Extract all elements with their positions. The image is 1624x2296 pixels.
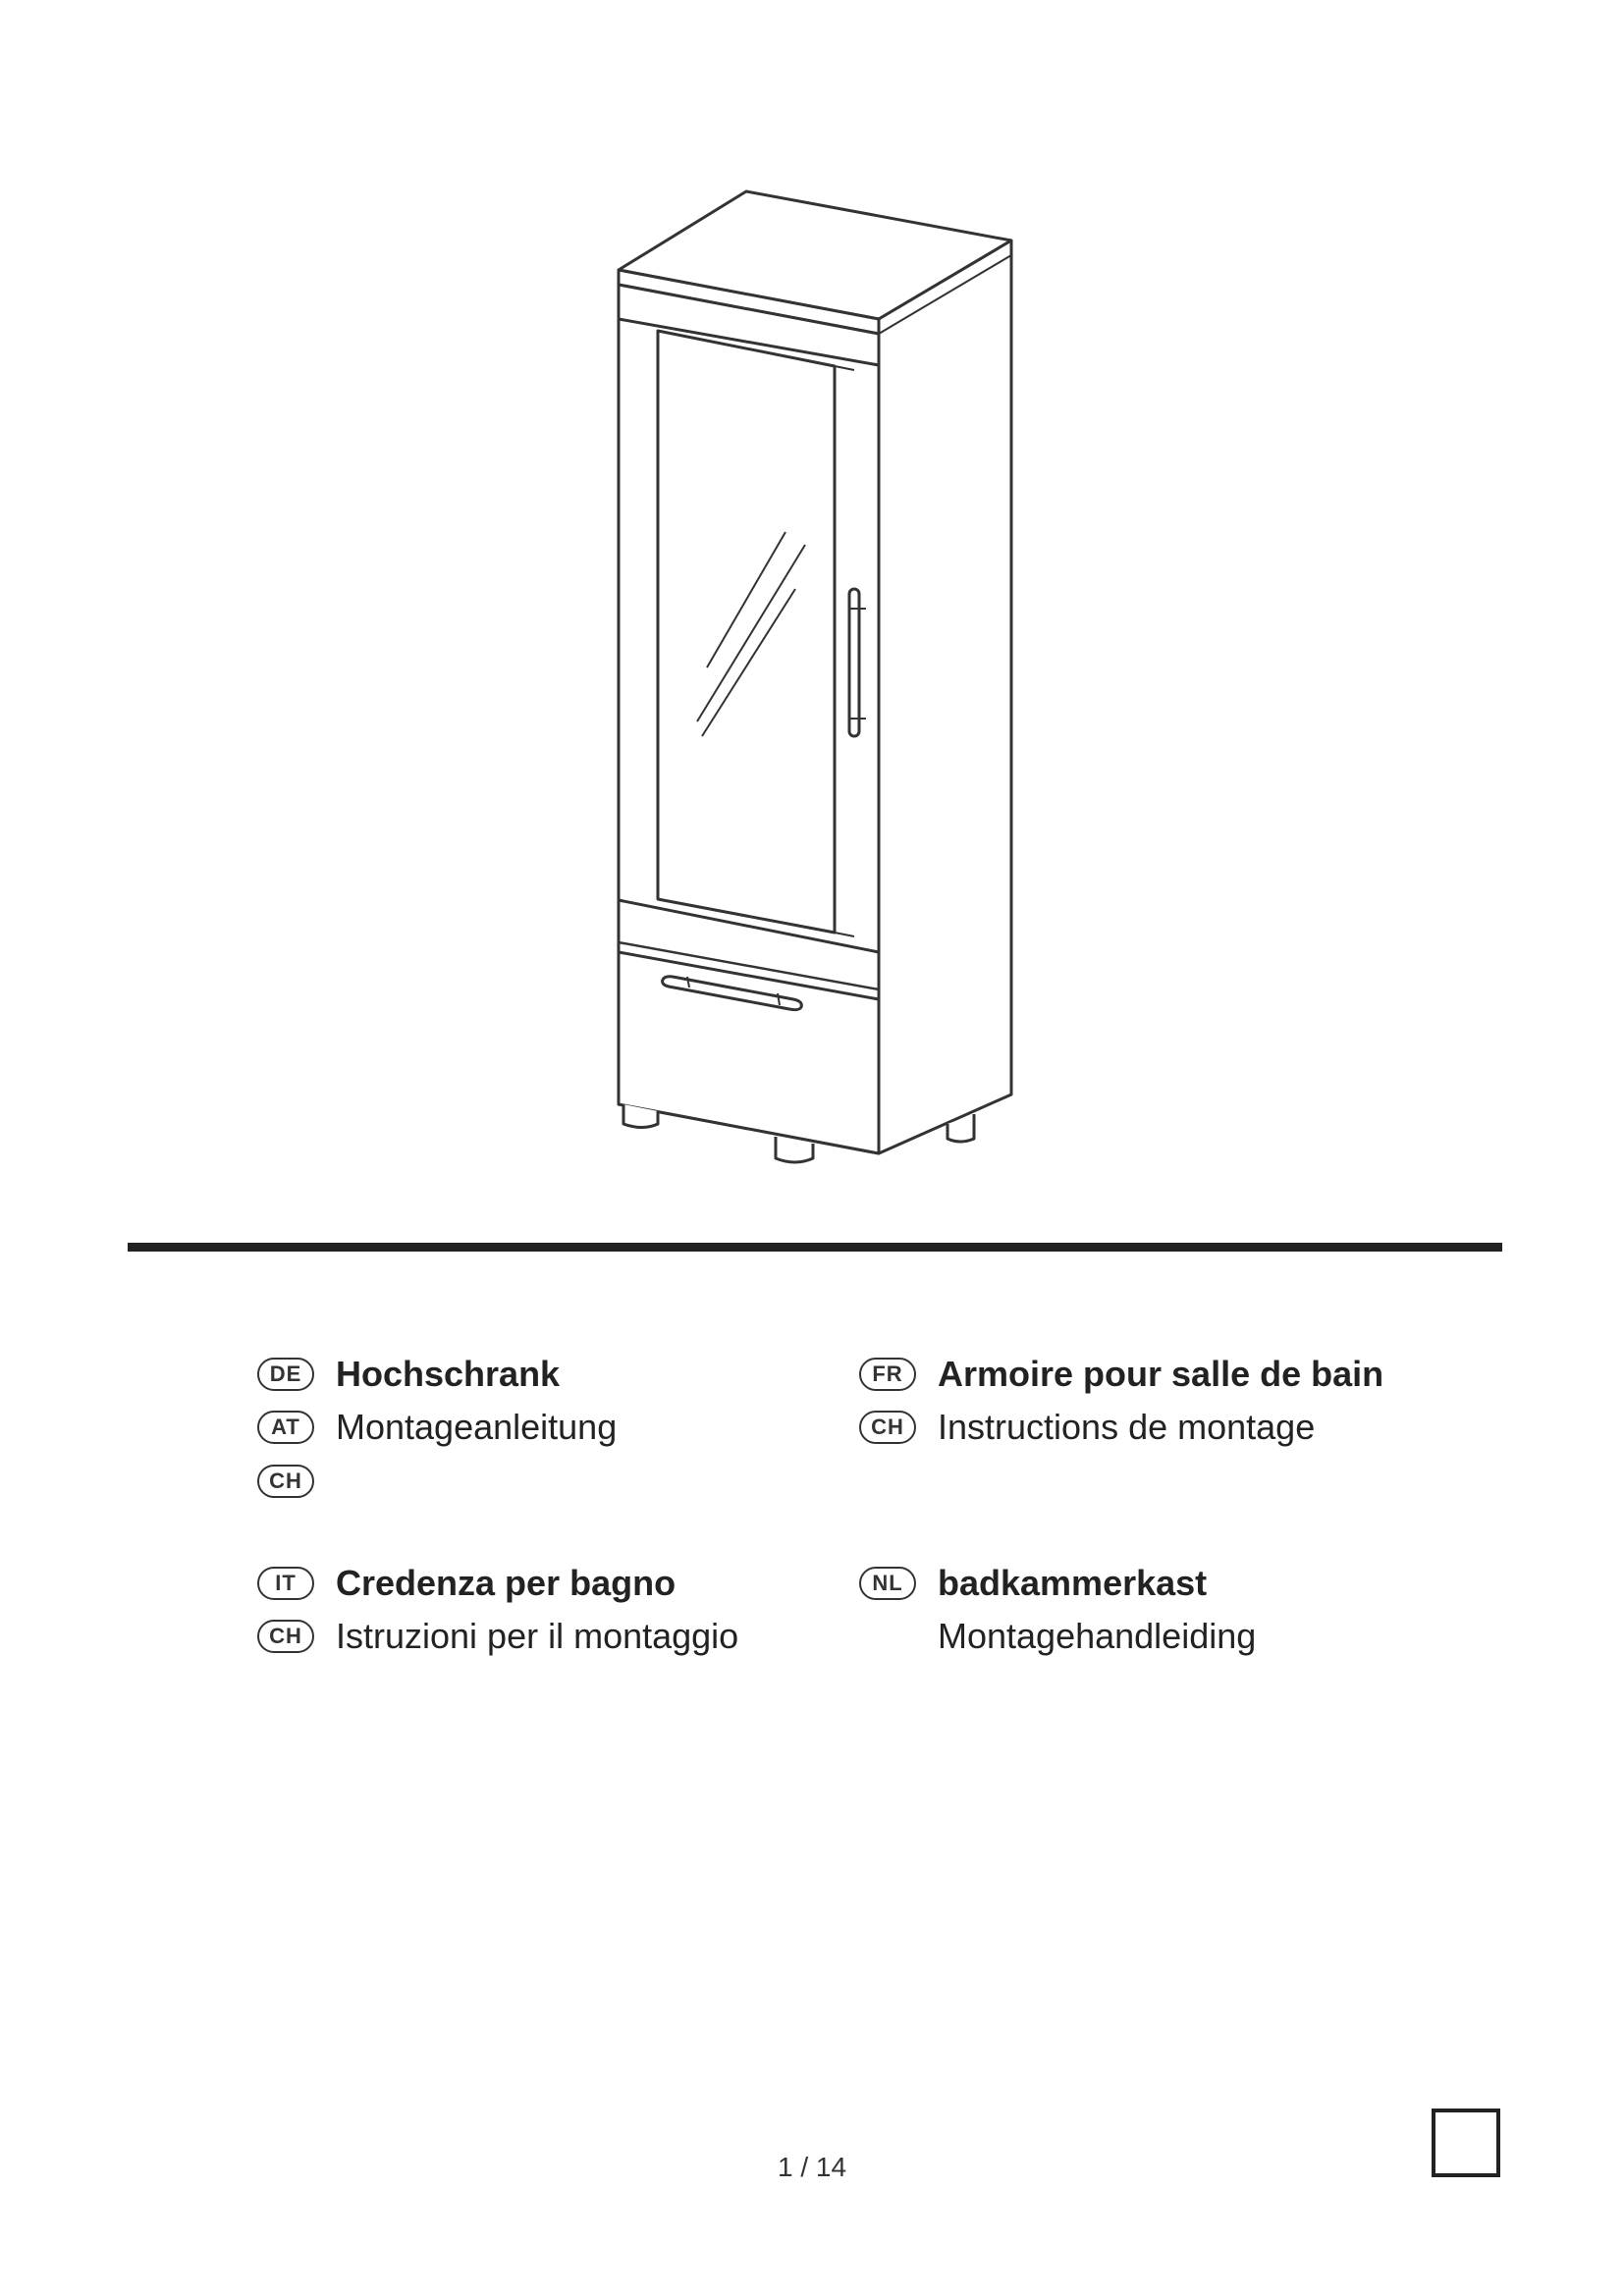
de-subtitle: Montageanleitung <box>336 1407 618 1447</box>
badge-fr: FR <box>859 1358 916 1391</box>
nl-title: badkammerkast <box>938 1563 1208 1603</box>
it-title-row <box>257 1563 676 1604</box>
badge-de: DE <box>257 1358 314 1391</box>
de-subtitle-row <box>257 1407 617 1448</box>
badge-ch-it: CH <box>257 1620 314 1653</box>
corner-marker-box <box>1432 2109 1500 2177</box>
de-title: Hochschrank <box>336 1354 561 1394</box>
badge-ch-fr: CH <box>859 1411 916 1444</box>
door-handle <box>849 589 859 736</box>
fr-subtitle: Instructions de montage <box>938 1407 1316 1447</box>
badge-ch-de: CH <box>257 1465 314 1498</box>
badge-nl: NL <box>859 1567 916 1600</box>
cabinet-illustration <box>550 157 1060 1198</box>
divider-rule <box>128 1243 1502 1252</box>
it-subtitle-row <box>257 1616 738 1657</box>
nl-subtitle: Montagehandleiding <box>938 1616 1257 1656</box>
nl-subtitle-row <box>859 1616 1256 1657</box>
badge-it: IT <box>257 1567 314 1600</box>
page-number: 1 / 14 <box>777 2152 847 2182</box>
de-title-row <box>257 1354 560 1395</box>
de-ch-row <box>257 1465 314 1498</box>
it-subtitle: Istruzioni per il montaggio <box>336 1616 739 1656</box>
badge-at: AT <box>257 1411 314 1444</box>
fr-title-row <box>859 1354 1383 1395</box>
it-title: Credenza per bagno <box>336 1563 677 1603</box>
fr-title: Armoire pour salle de bain <box>938 1354 1384 1394</box>
fr-subtitle-row <box>859 1407 1315 1448</box>
cabinet-side <box>879 240 1011 1153</box>
nl-title-row <box>859 1563 1207 1604</box>
